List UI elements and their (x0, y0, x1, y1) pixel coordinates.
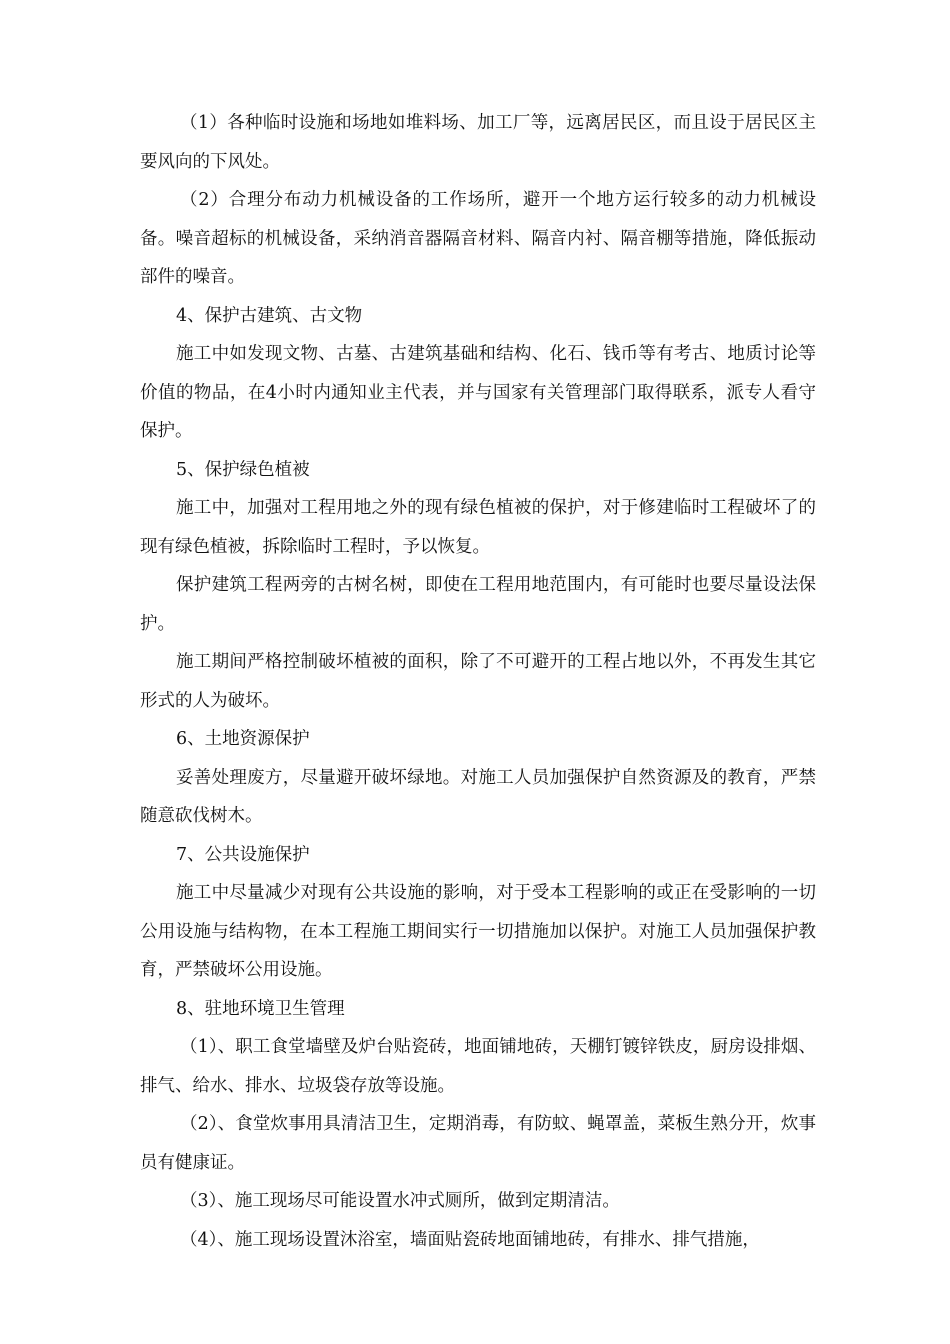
section-heading-4: 4、保护古建筑、古文物 (176, 305, 363, 326)
document-body (140, 104, 816, 1259)
section-heading-7: 7、公共设施保护 (176, 844, 310, 865)
paragraph-item-3: （3）、施工现场尽可能设置水冲式厕所，做到定期清洁。 (180, 1191, 620, 1211)
paragraph-body: 施工期间严格控制破坏植被的面积，除了不可避开的工程占地以外，不再发生其它形式的人为破坏。 (140, 652, 816, 711)
section-heading-6: 6、土地资源保护 (176, 729, 310, 749)
section-heading-8: 8、驻地环境卫生管理 (176, 998, 345, 1019)
paragraph-body: 妥善处理废方，尽量避开破坏绿地。对施工人员加强保护自然资源及的教育，严禁随意砍伐树木。 (140, 767, 816, 826)
paragraph-item-4: （4）、施工现场设置沐浴室，墙面贴瓷砖地面铺地砖，有排水、排气措施， (180, 1229, 760, 1250)
paragraph-item-1: （1）各种临时设施和场地如堆料场、加工厂等，远离居民区，而且设于居民区主要风向的下风处。 (140, 113, 816, 172)
paragraph-item-2: （2）、食堂炊事用具清洁卫生，定期消毒，有防蚊、蝇罩盖，菜板生熟分开，炊事员有健康证。 (140, 1114, 816, 1173)
section-heading-5: 5、保护绿色植被 (176, 459, 310, 480)
paragraph-body: 施工中尽量减少对现有公共设施的影响，对于受本工程影响的或正在受影响的一切公用设施与结构物，在本工程施工期间实行一切措施加以保护。对施工人员加强保护教育，严禁破坏公用设施。 (140, 883, 816, 980)
paragraph-body: 保护建筑工程两旁的古树名树，即使在工程用地范围内，有可能时也要尽量设法保护。 (140, 575, 816, 634)
paragraph-body: 施工中，加强对工程用地之外的现有绿色植被的保护，对于修建临时工程破坏了的现有绿色植被，拆除临时工程时，予以恢复。 (140, 498, 816, 557)
paragraph-item-1: （1）、职工食堂墙壁及炉台贴瓷砖，地面铺地砖，天棚钉镀锌铁皮，厨房设排烟、排气、给水、排水、垃圾袋存放等设施。 (140, 1037, 816, 1096)
paragraph-item-2: （2）合理分布动力机械设备的工作场所，避开一个地方运行较多的动力机械设备。噪音超标的机械设备，采纳消音器隔音材料、隔音内衬、隔音棚等措施，降低振动部件的噪音。 (140, 190, 816, 287)
paragraph-body: 施工中如发现文物、古墓、古建筑基础和结构、化石、钱币等有考古、地质讨论等价值的物品，在4小时内通知业主代表，并与国家有关管理部门取得联系，派专人看守保护。 (140, 344, 816, 441)
